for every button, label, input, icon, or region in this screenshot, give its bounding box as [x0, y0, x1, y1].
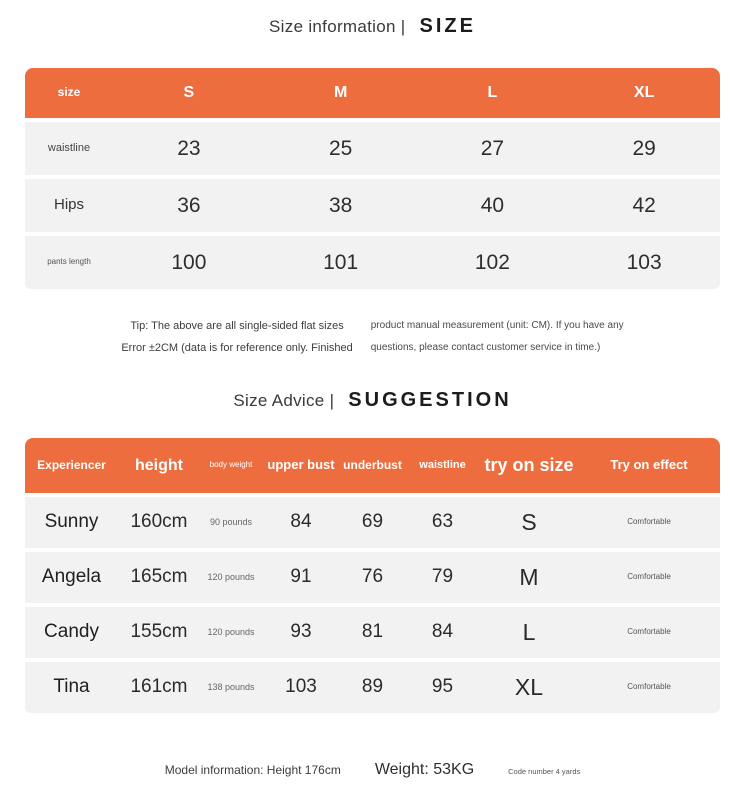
row-label: waistline [47, 142, 91, 155]
try-on-effect: Comfortable [627, 572, 671, 582]
row-label: Hips [53, 196, 84, 214]
table-row-sunny [25, 497, 720, 548]
table-cell: 38 [328, 193, 353, 217]
table-cell: 160cm [130, 511, 188, 533]
experiencer-name: Tina [53, 676, 90, 698]
advice-header-body-weight: body weight [209, 460, 253, 470]
table-cell: 27 [480, 136, 505, 160]
table-cell: 42 [632, 193, 656, 217]
try-on-size: S [521, 508, 537, 535]
size-table-header-s: S [183, 84, 195, 102]
advice-title-right: SUGGESTION [348, 389, 512, 411]
tip-column-right [371, 315, 624, 359]
tip-column-left [121, 315, 352, 359]
table-cell: 103 [285, 676, 317, 698]
experiencer-name: Angela [41, 566, 102, 588]
tip-line: Error ±2CM (data is for reference only. Finished [121, 342, 353, 354]
table-cell: 79 [431, 566, 454, 588]
try-on-size: L [522, 618, 536, 645]
model-information [0, 761, 745, 779]
table-cell: 76 [361, 566, 384, 588]
table-cell: 93 [290, 621, 312, 643]
advice-title-left: Size Advice | [233, 391, 335, 410]
advice-table [25, 438, 720, 713]
size-section-title [0, 0, 745, 38]
table-row-candy [25, 607, 720, 658]
size-table [25, 68, 720, 289]
advice-header-waistline: waistline [419, 459, 466, 472]
table-cell: 90 pounds [209, 516, 253, 527]
try-on-effect: Comfortable [627, 682, 671, 692]
table-cell: 165cm [130, 566, 188, 588]
advice-header-underbust: underbust [343, 457, 402, 472]
table-cell: 91 [290, 566, 312, 588]
advice-table-header [25, 438, 720, 493]
table-cell: 36 [177, 193, 201, 217]
table-cell: 103 [626, 250, 662, 274]
table-cell: 155cm [130, 621, 188, 643]
table-row-angela [25, 552, 720, 603]
table-cell: 25 [328, 136, 353, 160]
advice-section-title [0, 389, 745, 412]
try-on-effect: Comfortable [627, 517, 671, 527]
table-cell: 69 [361, 511, 384, 533]
try-on-size: M [519, 563, 539, 590]
model-weight-text: Weight: 53KG [374, 761, 475, 778]
table-cell: 40 [480, 193, 505, 217]
size-table-header-label: size [57, 85, 81, 100]
table-row-hips [25, 179, 720, 232]
experiencer-name: Sunny [44, 511, 99, 533]
table-cell: 84 [431, 621, 454, 643]
tip-line: product manual measurement (unit: CM). If you have any [370, 320, 624, 331]
advice-header-try-on-size: try on size [484, 454, 574, 475]
table-cell: 100 [171, 250, 207, 274]
try-on-size: XL [514, 673, 544, 700]
table-cell: 84 [290, 511, 312, 533]
advice-header-height: height [135, 456, 183, 474]
model-code-text: Code number 4 yards [508, 767, 581, 776]
table-cell: 89 [361, 676, 384, 698]
row-label: pants length [47, 257, 91, 267]
table-cell: 120 pounds [207, 571, 255, 582]
table-cell: 23 [177, 136, 201, 160]
size-table-header-l: L [487, 84, 498, 102]
tip-line: questions, please contact customer service in time.) [370, 342, 601, 353]
table-cell: 29 [632, 136, 656, 160]
table-cell: 101 [323, 250, 359, 274]
table-cell: 138 pounds [207, 681, 255, 692]
table-cell: 120 pounds [207, 626, 255, 637]
size-table-header-m: M [333, 84, 348, 102]
table-row-tina [25, 662, 720, 713]
tip-line: Tip: The above are all single-sided flat sizes [130, 320, 344, 332]
advice-header-upper-bust: upper bust [267, 457, 335, 473]
table-row-pants-length [25, 236, 720, 289]
model-height-text: Model information: Height 176cm [164, 763, 341, 777]
advice-header-try-on-effect: Try on effect [610, 457, 688, 473]
table-cell: 81 [361, 621, 384, 643]
size-table-header [25, 68, 720, 118]
measurement-tip [0, 315, 745, 359]
table-cell: 63 [431, 511, 454, 533]
size-title-right: SIZE [419, 15, 476, 37]
size-table-header-xl: XL [633, 84, 655, 102]
table-cell: 102 [474, 250, 510, 274]
experiencer-name: Candy [44, 621, 99, 643]
advice-header-experiencer: Experiencer [37, 457, 106, 472]
size-title-left: Size information | [269, 17, 406, 36]
try-on-effect: Comfortable [627, 627, 671, 637]
table-cell: 161cm [130, 676, 188, 698]
table-cell: 95 [431, 676, 454, 698]
table-row-waistline [25, 122, 720, 175]
